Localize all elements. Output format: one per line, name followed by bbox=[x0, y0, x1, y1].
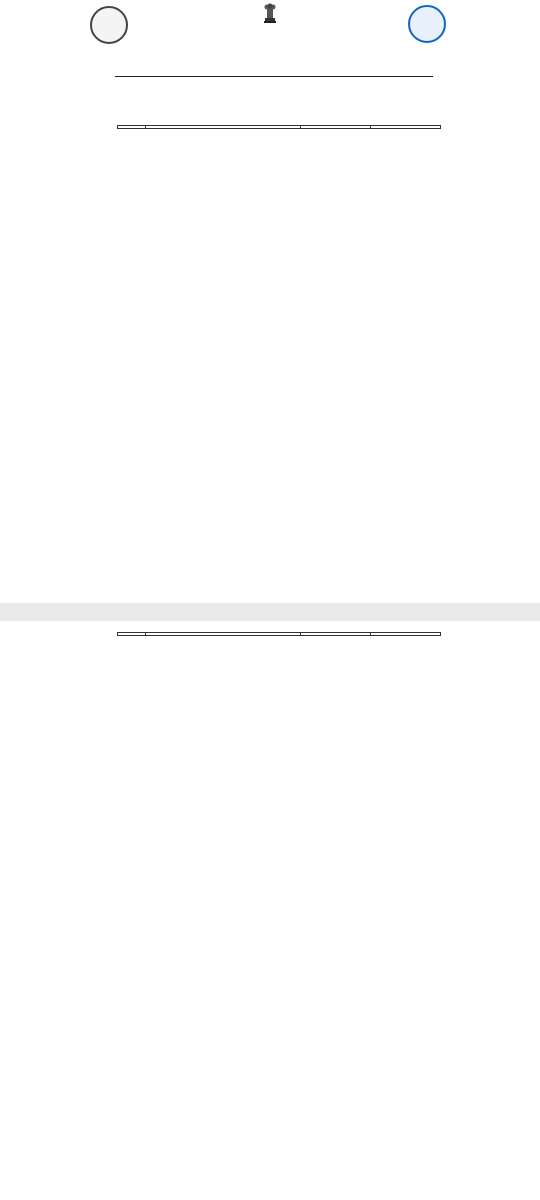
table-header-row bbox=[118, 126, 441, 129]
header-sr-no bbox=[118, 126, 146, 129]
ara-logo bbox=[90, 6, 128, 44]
page-gap bbox=[0, 603, 540, 621]
header-final-revised-dates bbox=[371, 633, 441, 636]
header-previous-dates bbox=[301, 633, 371, 636]
document-page-2 bbox=[0, 621, 540, 1200]
state-emblem-icon bbox=[262, 2, 278, 24]
header-previous-dates bbox=[301, 126, 371, 129]
schedule-table-1 bbox=[117, 125, 441, 129]
table-header-row bbox=[118, 633, 441, 636]
cet-logo bbox=[408, 5, 446, 43]
header-final-revised-dates bbox=[371, 126, 441, 129]
header-sr-no bbox=[118, 633, 146, 636]
header-programme bbox=[146, 126, 301, 129]
letterhead bbox=[0, 0, 540, 82]
header-programme bbox=[146, 633, 301, 636]
header-divider bbox=[115, 76, 433, 77]
schedule-table-2 bbox=[117, 632, 441, 636]
